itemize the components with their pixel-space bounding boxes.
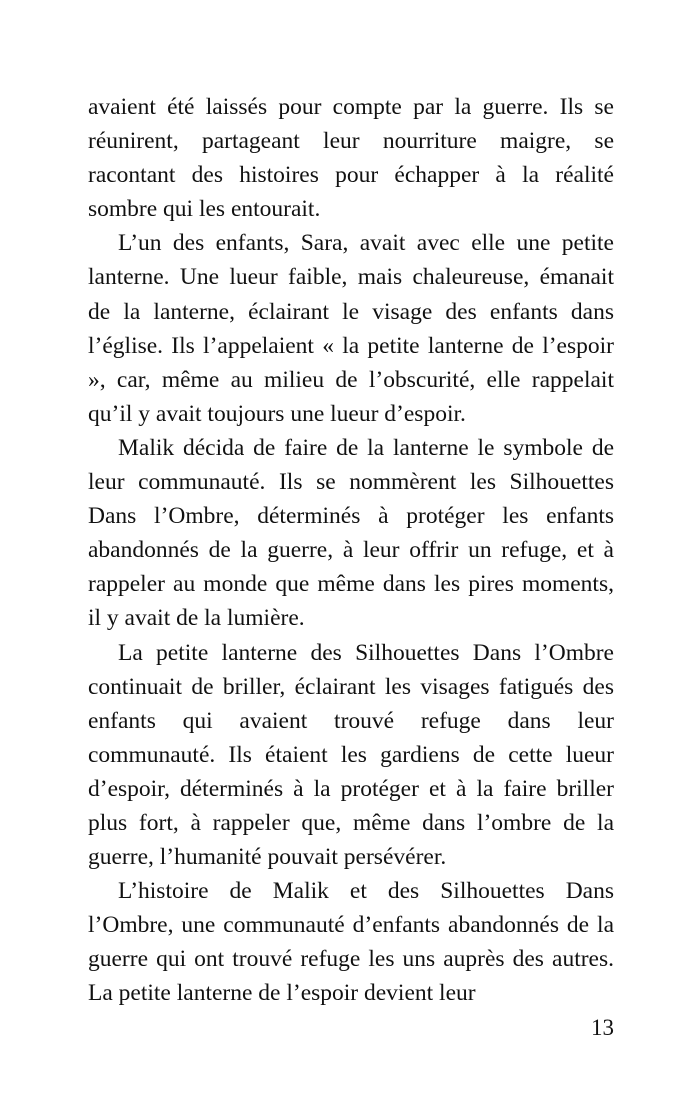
paragraph-story: L’histoire de Malik et des Silhouettes Dans l’Ombre, une communauté d’enfants abandonnés de la guerre qui ont trouvé refuge les uns auprès des autres. La petite lanterne de l’espoir devient leur <box>88 878 614 1007</box>
page-number: 13 <box>591 1015 614 1040</box>
paragraph-guardians: La petite lanterne des Silhouettes Dans l’Ombre continuait de briller, éclairant les visages fatigués des enfants qui avaient trouvé refuge dans leur communauté. Ils étaient les gardiens de cette lueur d’espoir, déterminés à la protéger et à la faire briller plus fort, à rappeler que, même dans l’ombre de la guerre, l’humanité pouvait persévérer. <box>88 639 614 871</box>
paragraph-lantern: L’un des enfants, Sara, avait avec elle une petite lanterne. Une lueur faible, mais chaleureuse, émanait de la lanterne, éclairant le visage des enfants dans l’église. Ils l’appelaient « la petite lanterne de l’espoir », car, même au milieu de l’obscurité, elle rappelait qu’il y avait toujours une lueur d’espoir. <box>88 230 614 427</box>
paragraph-continued: avaient été laissés pour compte par la guerre. Ils se réunirent, partageant leur nourriture maigre, se racontant des histoires pour échapper à la réalité sombre qui les entourait. <box>88 94 614 223</box>
body-text <box>88 90 614 1011</box>
paragraph-community: Malik décida de faire de la lanterne le symbole de leur communauté. Ils se nommèrent les Silhouettes Dans l’Ombre, déterminés à protéger les enfants abandonnés de la guerre, à leur offrir un refuge, et à rappeler au monde que même dans les pires moments, il y avait de la lumière. <box>88 434 614 632</box>
